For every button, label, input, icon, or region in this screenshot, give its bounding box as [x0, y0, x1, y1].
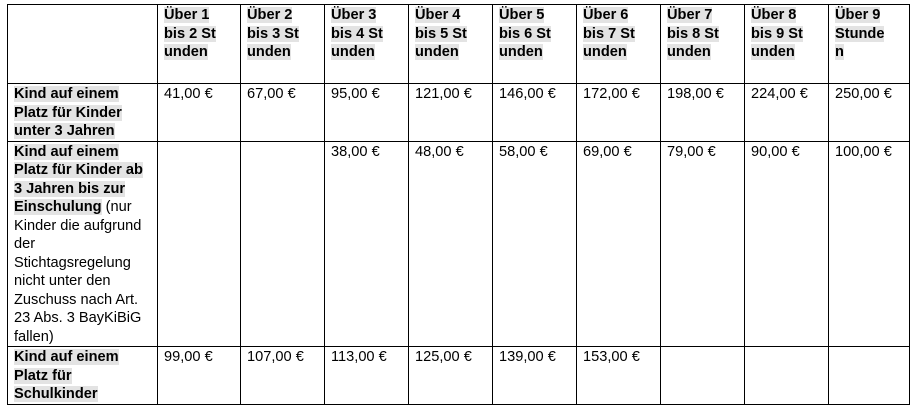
column-header: Über 5 bis 6 Stunden — [493, 5, 577, 84]
column-header: Über 3 bis 4 Stunden — [325, 5, 409, 84]
price-cell: 139,00 € — [493, 347, 577, 405]
price-cell: 113,00 € — [325, 347, 409, 405]
price-cell: 125,00 € — [409, 347, 493, 405]
price-cell: 48,00 € — [409, 141, 493, 347]
price-cell: 153,00 € — [577, 347, 661, 405]
price-cell: 38,00 € — [325, 141, 409, 347]
price-cell — [241, 141, 325, 347]
column-header: Über 9 Stunden — [829, 5, 910, 84]
price-cell: 198,00 € — [661, 84, 745, 142]
price-cell: 250,00 € — [829, 84, 910, 142]
row-label — [8, 347, 158, 405]
fee-table — [7, 4, 910, 405]
column-header: Über 8 bis 9 Stunden — [745, 5, 829, 84]
price-cell: 224,00 € — [745, 84, 829, 142]
price-cell: 95,00 € — [325, 84, 409, 142]
table-row — [8, 141, 910, 347]
price-cell: 69,00 € — [577, 141, 661, 347]
table-row — [8, 84, 910, 142]
price-cell — [661, 347, 745, 405]
price-cell — [158, 141, 241, 347]
row-label-note: (nur Kinder die aufgrund der Stichtagsregelung nicht unter den Zuschuss nach Art. 23 Abs. 3 BayKiBiG fallen) — [14, 199, 142, 345]
column-header: Über 1 bis 2 Stunden — [158, 5, 241, 84]
table-row — [8, 347, 910, 405]
price-cell: 172,00 € — [577, 84, 661, 142]
price-cell: 41,00 € — [158, 84, 241, 142]
price-cell: 58,00 € — [493, 141, 577, 347]
row-label — [8, 141, 158, 347]
price-cell: 90,00 € — [745, 141, 829, 347]
price-cell: 99,00 € — [158, 347, 241, 405]
corner-cell — [8, 5, 158, 84]
column-header: Über 6 bis 7 Stunden — [577, 5, 661, 84]
price-cell — [829, 347, 910, 405]
price-cell: 79,00 € — [661, 141, 745, 347]
row-label-bold: Kind auf einem Platz für Schulkinder — [14, 349, 119, 402]
column-header: Über 4 bis 5 Stunden — [409, 5, 493, 84]
price-cell — [745, 347, 829, 405]
header-row — [8, 5, 910, 84]
price-cell: 100,00 € — [829, 141, 910, 347]
column-header: Über 7 bis 8 Stunden — [661, 5, 745, 84]
price-cell: 107,00 € — [241, 347, 325, 405]
price-cell: 67,00 € — [241, 84, 325, 142]
column-header: Über 2 bis 3 Stunden — [241, 5, 325, 84]
price-cell: 146,00 € — [493, 84, 577, 142]
row-label-bold: Kind auf einem Platz für Kinder ab 3 Jahren bis zur Einschulung — [14, 143, 143, 215]
row-label — [8, 84, 158, 142]
row-label-bold: Kind auf einem Platz für Kinder unter 3 Jahren — [14, 86, 122, 139]
price-cell: 121,00 € — [409, 84, 493, 142]
